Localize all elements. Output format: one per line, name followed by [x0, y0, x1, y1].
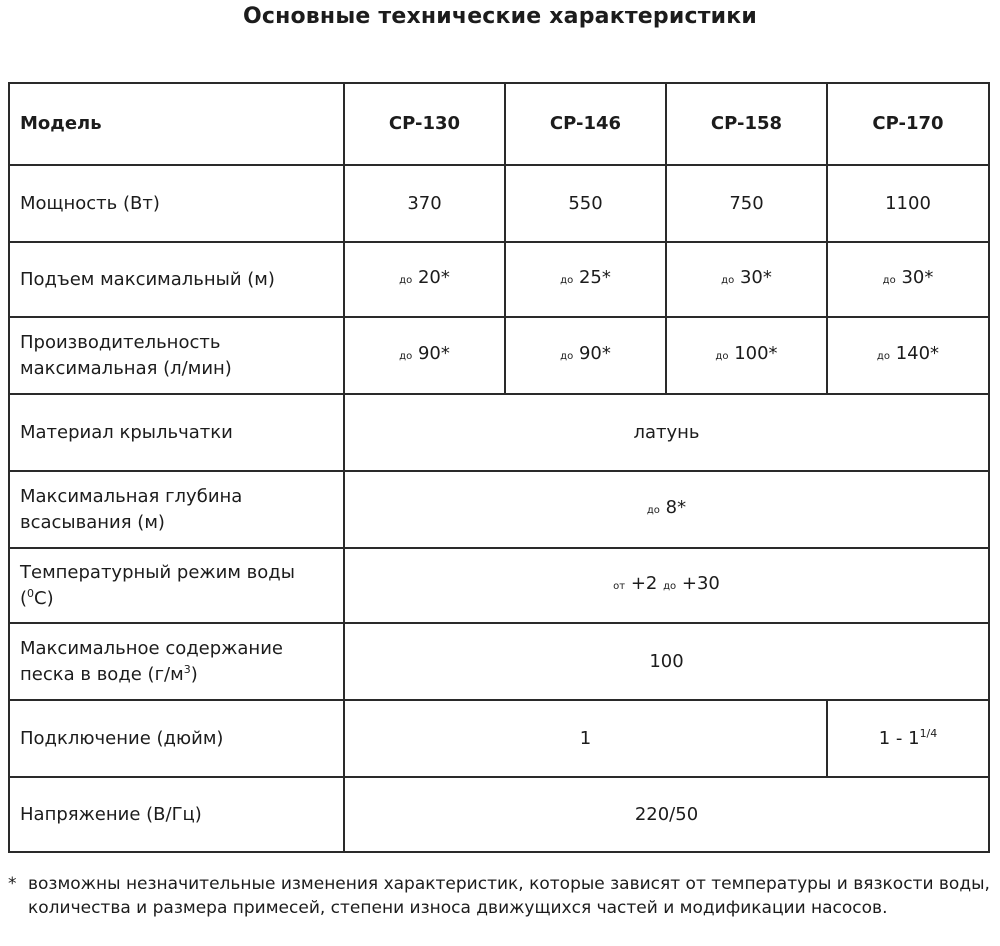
- lift-prefix: до: [399, 275, 413, 286]
- page-title: Основные технические характеристики: [242, 4, 758, 29]
- connection-label: Подключение (дюйм): [9, 700, 344, 777]
- connection-value-common: 1: [344, 700, 827, 777]
- lift-label: Подъем максимальный (м): [9, 242, 344, 317]
- lift-value: 25*: [578, 267, 611, 288]
- table-row-capacity: [9, 317, 989, 394]
- capacity-prefix: до: [876, 351, 890, 362]
- capacity-prefix: до: [715, 351, 729, 362]
- capacity-label-line2: максимальная (л/мин): [20, 357, 232, 379]
- capacity-value: 90*: [578, 343, 611, 364]
- table-row-lift: [9, 242, 989, 317]
- voltage-value: 220/50: [344, 777, 989, 852]
- table-row-connection: [9, 700, 989, 777]
- connection-value-last: [827, 700, 989, 777]
- sand-label: [9, 623, 344, 700]
- table-row-suction: [9, 471, 989, 548]
- lift-cell: [666, 242, 827, 317]
- temperature-value-to: +30: [681, 573, 720, 594]
- temperature-label-end: C): [34, 587, 54, 609]
- power-value: 1100: [827, 165, 989, 242]
- model-cp170: CP-170: [827, 83, 989, 165]
- lift-value: 20*: [417, 267, 450, 288]
- temperature-prefix-from: от: [613, 581, 626, 592]
- model-cp130: CP-130: [344, 83, 505, 165]
- power-label: Мощность (Вт): [9, 165, 344, 242]
- temperature-cell: [344, 548, 989, 623]
- sand-value: 100: [344, 623, 989, 700]
- table-row-sand: [9, 623, 989, 700]
- suction-label-line2: всасывания (м): [20, 511, 165, 533]
- lift-cell: [344, 242, 505, 317]
- suction-prefix: до: [646, 505, 660, 516]
- lift-value: 30*: [901, 267, 934, 288]
- voltage-label: Напряжение (В/Гц): [9, 777, 344, 852]
- table-row-voltage: [9, 777, 989, 852]
- suction-value: 8*: [665, 497, 687, 518]
- table-row-power: [9, 165, 989, 242]
- temperature-label-sup: 0: [27, 586, 35, 600]
- capacity-prefix: до: [560, 351, 574, 362]
- specs-table: [8, 82, 990, 853]
- capacity-value: 90*: [417, 343, 450, 364]
- sand-label-sup: 3: [183, 662, 191, 676]
- capacity-cell: [827, 317, 989, 394]
- header-label: Модель: [9, 83, 344, 165]
- capacity-cell: [666, 317, 827, 394]
- temperature-label: [9, 548, 344, 623]
- capacity-value: 140*: [895, 343, 940, 364]
- power-value: 370: [344, 165, 505, 242]
- temperature-label-main: Температурный режим воды (: [20, 561, 295, 609]
- capacity-cell: [505, 317, 666, 394]
- lift-prefix: до: [721, 275, 735, 286]
- suction-cell: [344, 471, 989, 548]
- footnote-star: *: [8, 874, 17, 894]
- capacity-cell: [344, 317, 505, 394]
- sand-label-end: ): [190, 663, 198, 685]
- lift-cell: [505, 242, 666, 317]
- impeller-label: Материал крыльчатки: [9, 394, 344, 471]
- model-cp158: CP-158: [666, 83, 827, 165]
- connection-value-last-sup: 1/4: [919, 726, 938, 740]
- temperature-value-from: +2: [630, 573, 658, 594]
- capacity-value: 100*: [734, 343, 778, 364]
- power-value: 750: [666, 165, 827, 242]
- lift-cell: [827, 242, 989, 317]
- suction-label: [9, 471, 344, 548]
- sand-label-line1: Максимальное содержание: [20, 637, 283, 659]
- lift-prefix: до: [882, 275, 896, 286]
- table-row-temperature: [9, 548, 989, 623]
- power-value: 550: [505, 165, 666, 242]
- capacity-label: [9, 317, 344, 394]
- footnote-text: возможны незначительные изменения характеристик, которые зависят от температуры и вязкости воды, количества и размера примесей, степени износа движущихся частей и модификации насосов.: [28, 874, 990, 918]
- table-row-header: [9, 83, 989, 165]
- capacity-prefix: до: [399, 351, 413, 362]
- table-row-impeller: [9, 394, 989, 471]
- connection-value-last-main: 1 - 1: [878, 727, 920, 749]
- suction-label-line1: Максимальная глубина: [20, 485, 243, 507]
- temperature-prefix-to: до: [663, 581, 677, 592]
- impeller-value: латунь: [344, 394, 989, 471]
- sand-label-line2-main: песка в воде (г/м: [20, 663, 184, 685]
- capacity-label-line1: Производительность: [20, 331, 221, 353]
- lift-prefix: до: [560, 275, 574, 286]
- lift-value: 30*: [739, 267, 772, 288]
- model-cp146: CP-146: [505, 83, 666, 165]
